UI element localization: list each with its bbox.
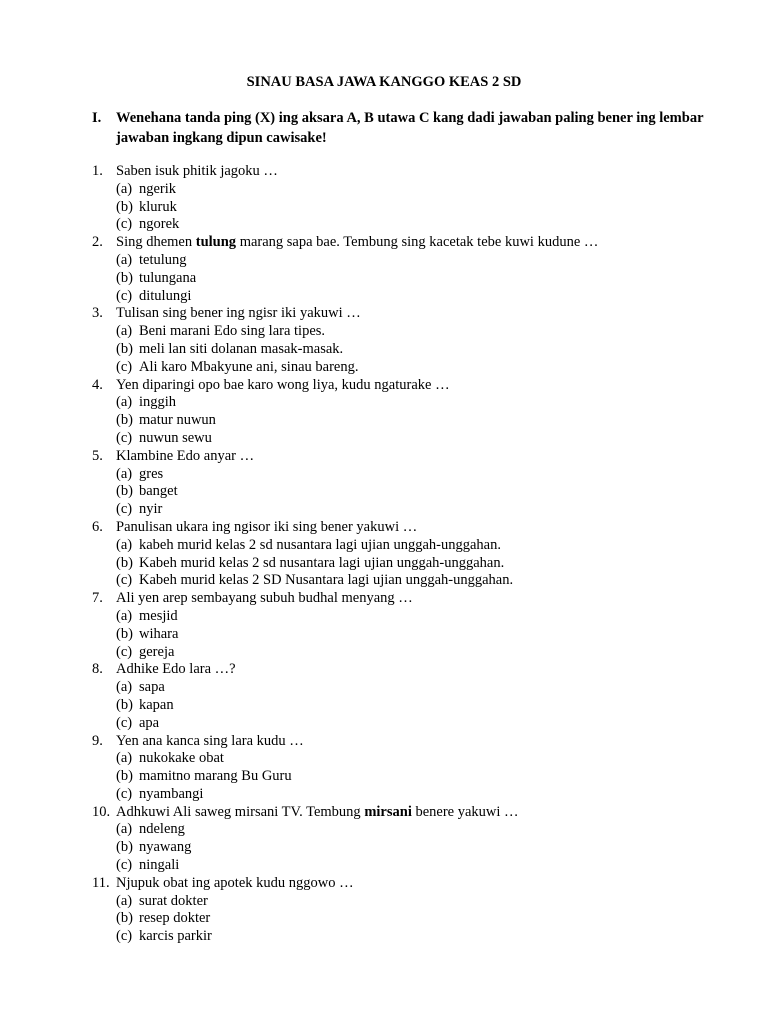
- option-label: (c): [116, 643, 133, 660]
- answer-option: [92, 181, 732, 199]
- question-text: [92, 875, 732, 893]
- answer-option: [92, 537, 732, 555]
- answer-option: [92, 644, 732, 662]
- option-label: (c): [116, 714, 133, 731]
- question-stem: Adhike Edo lara …?: [116, 661, 236, 678]
- question-stem: Sing dhemen: [116, 234, 196, 251]
- question-stem: Saben isuk phitik jagoku …: [116, 163, 278, 179]
- option-text: Beni marani Edo sing lara tipes.: [139, 323, 326, 340]
- question-number: 9.: [92, 732, 103, 749]
- question-bold-word: tulung: [195, 234, 237, 251]
- answer-option: [92, 216, 732, 234]
- option-label: (a): [116, 323, 133, 340]
- question-number: 6.: [92, 518, 103, 535]
- question-item: [92, 448, 732, 519]
- option-label: (c): [116, 216, 133, 233]
- option-text: nukokake obat: [139, 750, 224, 767]
- answer-option: [92, 430, 732, 448]
- question-number: 5.: [92, 447, 103, 464]
- option-text: ndeleng: [139, 821, 185, 838]
- section-number: I.: [92, 110, 102, 126]
- option-text: Kabeh murid kelas 2 sd nusantara lagi ujian unggah-unggahan.: [139, 554, 505, 571]
- option-text: tulungana: [139, 269, 197, 286]
- option-label: (a): [116, 750, 133, 767]
- option-text: banget: [139, 483, 178, 500]
- answer-option: [92, 270, 732, 288]
- answer-option: [92, 341, 732, 359]
- option-text: nyawang: [139, 839, 192, 856]
- option-text: Kabeh murid kelas 2 SD Nusantara lagi ujian unggah-unggahan.: [139, 572, 514, 589]
- option-label: (c): [116, 358, 133, 375]
- option-text: inggih: [139, 394, 177, 411]
- answer-option: [92, 697, 732, 715]
- answer-option: [92, 910, 732, 928]
- answer-option: [92, 750, 732, 768]
- option-label: (c): [116, 785, 133, 802]
- question-text: [92, 377, 732, 395]
- option-label: (b): [116, 625, 133, 642]
- answer-option: [92, 288, 732, 306]
- question-item: [92, 234, 732, 305]
- option-label: (b): [116, 269, 133, 286]
- option-text: tetulung: [139, 251, 187, 268]
- question-stem: Adhkuwi Ali saweg mirsani TV. Tembung: [116, 803, 365, 820]
- question-stem: Njupuk obat ing apotek kudu nggowo …: [116, 874, 354, 891]
- question-number: 7.: [92, 590, 103, 607]
- answer-option: [92, 821, 732, 839]
- question-text: [92, 519, 732, 537]
- option-label: (b): [116, 412, 133, 429]
- answer-option: [92, 928, 732, 946]
- option-label: (b): [116, 839, 133, 856]
- question-stem: Tulisan sing bener ing ngisr iki yakuwi …: [116, 305, 361, 322]
- option-text: nyambangi: [139, 785, 204, 802]
- answer-option: [92, 323, 732, 341]
- question-item: [92, 875, 732, 946]
- question-list: [92, 163, 732, 946]
- answer-option: [92, 555, 732, 573]
- option-text: ngerik: [139, 180, 177, 197]
- option-label: (b): [116, 340, 133, 357]
- question-stem: Yen diparingi opo bae karo wong liya, kudu ngaturake …: [116, 376, 450, 393]
- option-label: (b): [116, 198, 133, 215]
- option-label: (c): [116, 572, 133, 589]
- question-text: [92, 733, 732, 751]
- option-label: (a): [116, 679, 133, 696]
- option-label: (b): [116, 768, 133, 785]
- question-number: 4.: [92, 376, 103, 393]
- question-text: [92, 234, 732, 252]
- option-text: apa: [139, 714, 160, 731]
- option-text: meli lan siti dolanan masak-masak.: [139, 340, 344, 357]
- question-number: 2.: [92, 234, 103, 251]
- question-stem: Panulisan ukara ing ngisor iki sing bener yakuwi …: [116, 518, 418, 535]
- question-number: 11.: [92, 874, 110, 891]
- option-label: (a): [116, 607, 133, 624]
- option-text: kapan: [139, 696, 174, 713]
- option-label: (a): [116, 821, 133, 838]
- question-number: 1.: [92, 163, 103, 179]
- question-text: [92, 804, 732, 822]
- option-label: (a): [116, 465, 133, 482]
- option-label: (a): [116, 394, 133, 411]
- answer-option: [92, 199, 732, 217]
- question-text: [92, 661, 732, 679]
- question-item: [92, 590, 732, 661]
- question-bold-word: mirsani: [364, 803, 412, 820]
- instruction-text: Wenehana tanda ping (X) ing aksara A, B utawa C kang dadi jawaban paling bener ing lembar jawaban ingkang dipun cawisake!: [116, 110, 704, 146]
- option-text: sapa: [139, 679, 165, 696]
- option-label: (c): [116, 501, 133, 518]
- question-item: [92, 519, 732, 590]
- option-text: wihara: [139, 625, 179, 642]
- question-number: 10.: [92, 803, 111, 820]
- question-number: 8.: [92, 661, 103, 678]
- option-label: (a): [116, 251, 133, 268]
- answer-option: [92, 715, 732, 733]
- option-text: ditulungi: [139, 287, 192, 304]
- question-stem: Yen ana kanca sing lara kudu …: [116, 732, 304, 749]
- option-label: (b): [116, 696, 133, 713]
- answer-option: [92, 412, 732, 430]
- option-text: karcis parkir: [139, 928, 212, 945]
- question-number: 3.: [92, 305, 103, 322]
- question-text: [92, 448, 732, 466]
- option-label: (c): [116, 928, 133, 945]
- question-stem-end: benere yakuwi …: [411, 803, 519, 820]
- page-title: SINAU BASA JAWA KANGGO KEAS 2 SD: [246, 74, 522, 90]
- question-text: [92, 305, 732, 323]
- option-label: (a): [116, 180, 133, 197]
- option-text: nyir: [139, 501, 163, 518]
- option-text: surat dokter: [139, 892, 208, 909]
- answer-option: [92, 768, 732, 786]
- answer-option: [92, 679, 732, 697]
- question-item: [92, 377, 732, 448]
- answer-option: [92, 359, 732, 377]
- option-text: nuwun sewu: [139, 429, 212, 446]
- question-stem: Klambine Edo anyar …: [116, 447, 255, 464]
- question-item: [92, 733, 732, 804]
- option-text: kluruk: [139, 198, 177, 215]
- instruction-section: [92, 108, 712, 148]
- question-item: [92, 163, 732, 234]
- answer-option: [92, 483, 732, 501]
- option-label: (a): [116, 892, 133, 909]
- option-label: (c): [116, 429, 133, 446]
- answer-option: [92, 893, 732, 911]
- option-label: (b): [116, 554, 133, 571]
- answer-option: [92, 501, 732, 519]
- option-text: matur nuwun: [139, 412, 216, 429]
- option-text: ningali: [139, 857, 180, 874]
- option-text: mamitno marang Bu Guru: [139, 768, 292, 785]
- answer-option: [92, 252, 732, 270]
- option-label: (a): [116, 536, 133, 553]
- question-stem: Ali yen arep sembayang subuh budhal menyang …: [116, 590, 413, 607]
- option-text: ngorek: [139, 216, 180, 233]
- option-text: kabeh murid kelas 2 sd nusantara lagi ujian unggah-unggahan.: [139, 536, 501, 553]
- answer-option: [92, 626, 732, 644]
- question-text: [92, 590, 732, 608]
- answer-option: [92, 572, 732, 590]
- question-item: [92, 661, 732, 732]
- option-label: (b): [116, 483, 133, 500]
- answer-option: [92, 394, 732, 412]
- answer-option: [92, 608, 732, 626]
- option-label: (b): [116, 910, 133, 927]
- answer-option: [92, 786, 732, 804]
- answer-option: [92, 466, 732, 484]
- question-item: [92, 305, 732, 376]
- option-text: gres: [139, 465, 164, 482]
- question-item: [92, 804, 732, 875]
- question-stem-end: marang sapa bae. Tembung sing kacetak tebe kuwi kudune …: [236, 234, 599, 251]
- option-text: mesjid: [139, 607, 178, 624]
- option-text: gereja: [139, 643, 175, 660]
- option-text: Ali karo Mbakyune ani, sinau bareng.: [139, 358, 359, 375]
- option-label: (c): [116, 287, 133, 304]
- question-text: [92, 163, 732, 181]
- option-label: (c): [116, 857, 133, 874]
- answer-option: [92, 857, 732, 875]
- answer-option: [92, 839, 732, 857]
- option-text: resep dokter: [139, 910, 211, 927]
